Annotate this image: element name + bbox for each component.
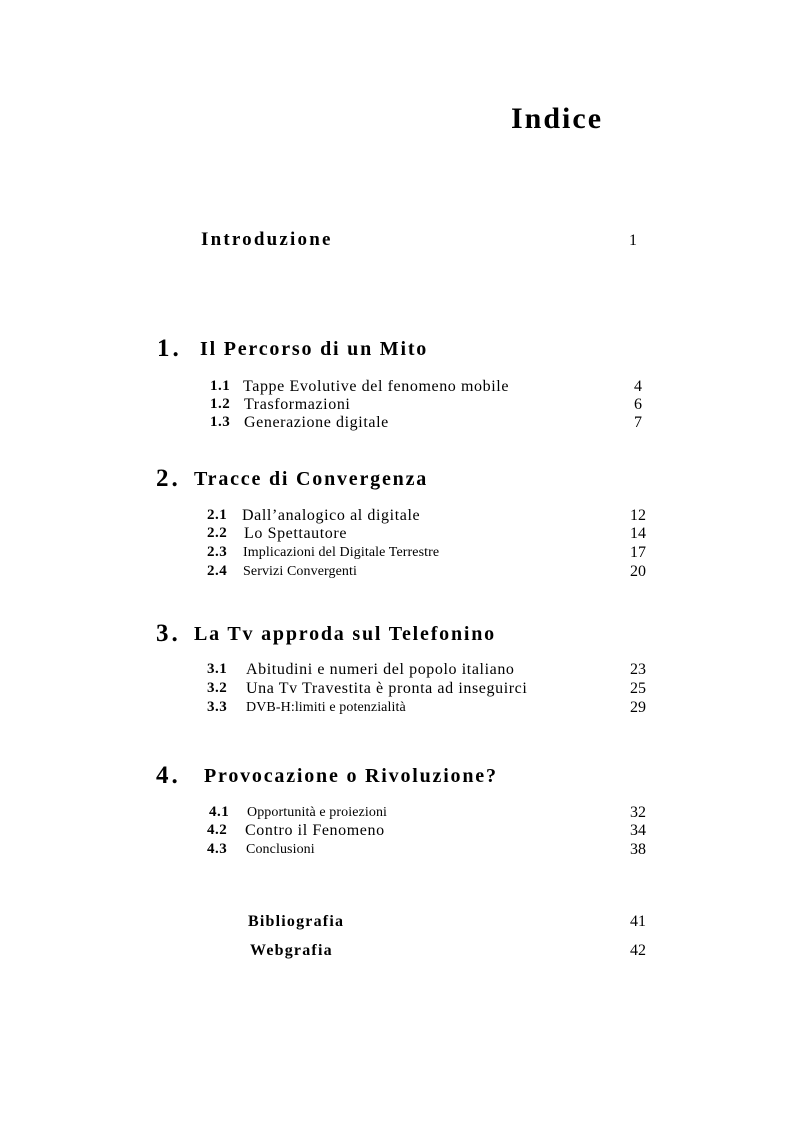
- section-2-2-page: 14: [630, 525, 646, 542]
- section-3-3-title[interactable]: DVB-H:limiti e potenzialità: [246, 700, 406, 715]
- chapter-2-title[interactable]: Tracce di Convergenza: [194, 468, 429, 490]
- section-2-3-title[interactable]: Implicazioni del Digitale Terrestre: [243, 545, 440, 560]
- chapter-3-number: 3.: [156, 620, 181, 647]
- section-1-1-number: 1.1: [210, 378, 231, 394]
- section-3-1-page: 23: [630, 661, 646, 678]
- section-1-1-page: 4: [634, 378, 642, 395]
- section-4-1-page: 32: [630, 804, 646, 821]
- section-3-3-page: 29: [630, 699, 646, 716]
- section-3-3-number: 3.3: [207, 699, 228, 715]
- section-3-1-title[interactable]: Abitudini e numeri del popolo italiano: [246, 661, 515, 678]
- section-3-2-number: 3.2: [207, 680, 228, 696]
- section-2-1-page: 12: [630, 507, 646, 524]
- webgrafia-page: 42: [630, 942, 646, 959]
- section-3-2-title[interactable]: Una Tv Travestita è pronta ad inseguirci: [246, 680, 528, 697]
- section-4-2-title[interactable]: Contro il Fenomeno: [245, 822, 385, 839]
- webgrafia-label[interactable]: Webgrafia: [250, 942, 333, 959]
- section-1-2-title[interactable]: Trasformazioni: [244, 396, 351, 413]
- section-3-2-page: 25: [630, 680, 646, 697]
- chapter-4-number: 4.: [156, 762, 181, 789]
- chapter-1-title[interactable]: Il Percorso di un Mito: [200, 338, 429, 360]
- section-1-2-page: 6: [634, 396, 642, 413]
- page-title: Indice: [511, 102, 604, 135]
- section-4-1-title[interactable]: Opportunità e proiezioni: [247, 805, 388, 820]
- chapter-2-number: 2.: [156, 465, 181, 492]
- section-4-3-number: 4.3: [207, 841, 228, 857]
- section-2-3-number: 2.3: [207, 544, 228, 560]
- bibliografia-page: 41: [630, 913, 646, 930]
- bibliografia-label[interactable]: Bibliografia: [248, 913, 345, 930]
- section-2-2-title[interactable]: Lo Spettautore: [244, 525, 348, 542]
- section-2-1-title[interactable]: Dall’analogico al digitale: [242, 507, 421, 524]
- chapter-3-title[interactable]: La Tv approda sul Telefonino: [194, 623, 496, 645]
- section-2-3-page: 17: [630, 544, 646, 561]
- section-2-4-number: 2.4: [207, 563, 228, 579]
- section-4-3-title[interactable]: Conclusioni: [246, 842, 315, 857]
- section-4-1-number: 4.1: [209, 804, 230, 820]
- section-2-2-number: 2.2: [207, 525, 228, 541]
- section-4-2-number: 4.2: [207, 822, 228, 838]
- section-3-1-number: 3.1: [207, 661, 228, 677]
- section-1-3-title[interactable]: Generazione digitale: [244, 414, 389, 431]
- section-2-4-title[interactable]: Servizi Convergenti: [243, 564, 358, 579]
- section-4-2-page: 34: [630, 822, 646, 839]
- section-2-1-number: 2.1: [207, 507, 228, 523]
- chapter-1-number: 1.: [157, 335, 182, 362]
- chapter-4-title[interactable]: Provocazione o Rivoluzione?: [204, 765, 498, 787]
- intro-page: 1: [629, 232, 637, 249]
- section-1-3-page: 7: [634, 414, 642, 431]
- section-2-4-page: 20: [630, 563, 646, 580]
- section-1-3-number: 1.3: [210, 414, 231, 430]
- intro-label[interactable]: Introduzione: [201, 229, 333, 250]
- section-1-2-number: 1.2: [210, 396, 231, 412]
- section-1-1-title[interactable]: Tappe Evolutive del fenomeno mobile: [243, 378, 510, 395]
- section-4-3-page: 38: [630, 841, 646, 858]
